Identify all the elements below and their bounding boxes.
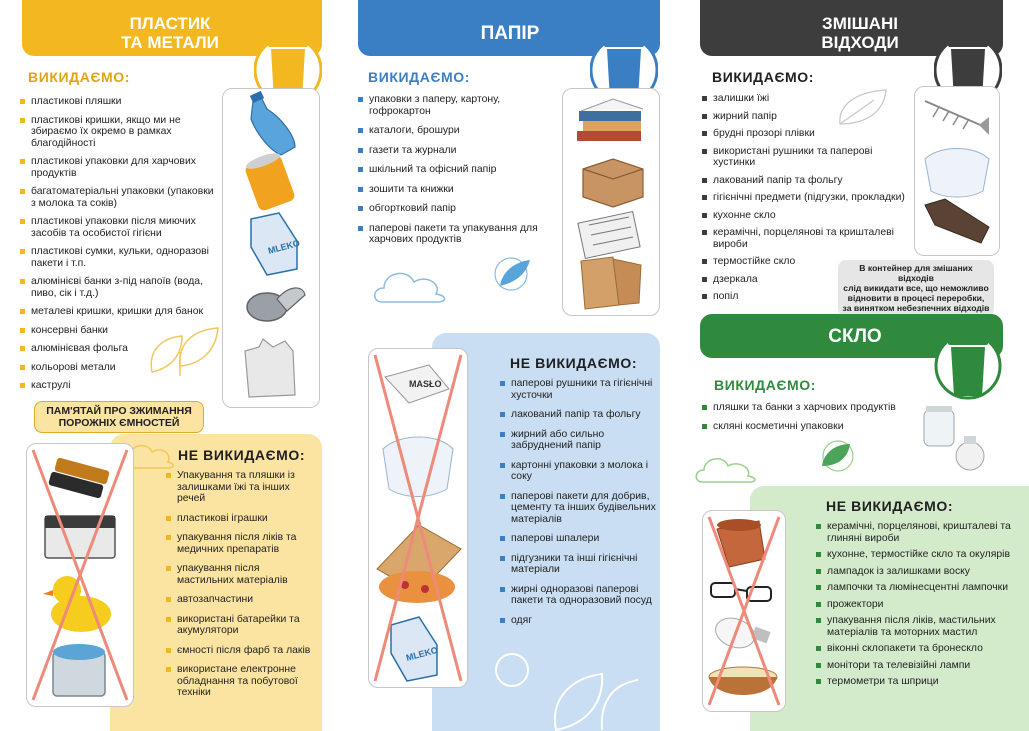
glass-title: СКЛО xyxy=(828,326,882,347)
lid-icon xyxy=(247,288,305,321)
leaf-icon xyxy=(834,84,894,128)
paper-section xyxy=(340,0,670,731)
list-item: лакований папір та фольгу xyxy=(500,409,660,421)
perfume-bottle-icon xyxy=(956,436,984,470)
list-item: багатоматеріальні упаковки (упаковки з молока та соків) xyxy=(20,186,220,209)
list-item: кухонне, термостійке скло та окулярів xyxy=(816,549,1021,561)
milk-carton-icon xyxy=(251,213,301,275)
svg-text:MASŁO: MASŁO xyxy=(409,379,442,389)
battery-icon xyxy=(48,457,110,498)
svg-text:MLEKO: MLEKO xyxy=(266,237,301,256)
cloud-icon xyxy=(692,450,762,486)
list-item: пластикові кришки, якщо ми не збираємо їх окремо в рамках благодійності xyxy=(20,115,220,150)
cloud-icon xyxy=(370,262,454,306)
car-battery-icon xyxy=(45,516,115,558)
bag-icon xyxy=(245,339,295,397)
glass-accept-heading: ВИКИДАЄМО: xyxy=(714,377,817,393)
list-item: упаковки з паперу, картону, гофрокартон xyxy=(358,94,538,117)
list-item: лакований папір та фольгу xyxy=(702,175,917,187)
list-item: жирні одноразові паперові пакети та одноразовий посуд xyxy=(500,584,660,607)
paint-can-icon xyxy=(53,644,105,696)
list-item: прожектори xyxy=(816,599,1021,611)
mixed-accept-heading: ВИКИДАЄМО: xyxy=(712,69,815,85)
paper-reject-list xyxy=(500,378,660,634)
plastic-accept-images xyxy=(222,88,320,408)
fish-bone-icon xyxy=(925,101,989,135)
list-item: кольорові метали xyxy=(20,362,220,374)
leaf-icon xyxy=(490,648,640,731)
diaper-icon xyxy=(925,149,989,198)
list-item: жирний або сильно забруднений папір xyxy=(500,429,660,452)
glass-reject-images xyxy=(702,510,786,712)
list-item: лампочки та люмінесцентні лампочки xyxy=(816,582,1021,594)
list-item: кухонне скло xyxy=(702,210,917,222)
towel-icon xyxy=(385,365,449,403)
list-item: використані батарейки та акумулятори xyxy=(166,614,316,637)
list-item: каталоги, брошури xyxy=(358,125,538,137)
list-item: алюмінієвая фольга xyxy=(20,343,220,355)
pizza-box-icon xyxy=(377,525,461,603)
list-item: паперові шпалери xyxy=(500,533,660,545)
newspaper-icon xyxy=(578,212,640,259)
plastic-reject-list xyxy=(166,470,316,707)
list-item: газети та журнали xyxy=(358,145,538,157)
list-item: використані рушники та паперові хустинки xyxy=(702,146,917,169)
list-item: автозапчастини xyxy=(166,594,316,606)
plastic-reject-images xyxy=(26,443,134,707)
list-item: каструлі xyxy=(20,380,220,392)
list-item: підгузники та інші гігієнічні матеріали xyxy=(500,553,660,576)
list-item: пластикові сумки, кульки, одноразові пакети і т.п. xyxy=(20,246,220,269)
list-item: картонні упаковки з молока і соку xyxy=(500,460,660,483)
list-item: термометри та шприци xyxy=(816,676,1021,688)
list-item: алюмінієві банки з-під напоїв (вода, пиво, сік і т.д.) xyxy=(20,276,220,299)
svg-text:MLEKO: MLEKO xyxy=(404,644,439,663)
list-item: металеві кришки, кришки для банок xyxy=(20,306,220,318)
diaper-icon xyxy=(383,437,453,497)
list-item: шкільний та офісний папір xyxy=(358,164,538,176)
list-item: пластикові пляшки xyxy=(20,96,220,108)
mixed-accept-images xyxy=(914,86,1000,256)
leaf-icon xyxy=(814,436,862,476)
list-item: упакування після мастильних матеріалів xyxy=(166,563,316,586)
list-item: дзеркала xyxy=(702,274,917,286)
list-item: залишки їжі xyxy=(702,93,917,105)
mixed-title: ЗМІШАНІ ВІДХОДИ xyxy=(821,14,899,52)
list-item: консервні банки xyxy=(20,325,220,337)
list-item: керамічні, порцелянові, кришталеві та глиняні вироби xyxy=(816,521,1021,544)
list-item: паперові пакети та упакування для харчових продуктів xyxy=(358,223,538,246)
mixed-note: В контейнер для змішаних відходів слід викидати все, що неможливо відновити в процесі переробки, за винятком небезпечних відходів xyxy=(838,260,994,316)
jar-icon xyxy=(920,402,1000,474)
list-item: монітори та телевізійні лампи xyxy=(816,660,1021,672)
plastic-accept-heading: ВИКИДАЄМО: xyxy=(28,69,131,85)
paper-accept-list xyxy=(358,94,538,254)
paper-title: ПАПІР xyxy=(480,23,540,44)
list-item: паперові пакети для добрив, цементу та інших будівельних матеріалів xyxy=(500,491,660,526)
broken-bottle-icon xyxy=(925,199,989,243)
list-item: зошити та книжки xyxy=(358,184,538,196)
list-item: упакування після ліків та медичних препаратів xyxy=(166,532,316,555)
paper-reject-heading: НЕ ВИКИДАЄМО: xyxy=(510,355,638,371)
glasses-icon xyxy=(711,583,771,601)
glass-accept-list xyxy=(702,402,927,439)
list-item: пляшки та банки з харчових продуктів xyxy=(702,402,927,414)
list-item: скляні косметичні упаковки xyxy=(702,421,927,433)
can-icon xyxy=(244,150,296,212)
list-item: Упакування та пляшки із залишками їжі та інших речей xyxy=(166,470,316,505)
plastic-reject-heading: НЕ ВИКИДАЄМО: xyxy=(178,447,306,463)
paper-accept-heading: ВИКИДАЄМО: xyxy=(368,69,471,85)
leaf-icon xyxy=(142,322,222,378)
list-item: ємності після фарб та лаків xyxy=(166,645,316,657)
list-item: віконні склопакети та бронескло xyxy=(816,643,1021,655)
paper-bag-icon xyxy=(581,257,641,309)
bin-icon xyxy=(934,322,1002,402)
plastic-title: ПЛАСТИК ТА МЕТАЛИ xyxy=(121,14,219,52)
list-item: пластикові іграшки xyxy=(166,513,316,525)
list-item: використане електронне обладнання та побутової техніки xyxy=(166,664,316,699)
glass-reject-heading: НЕ ВИКИДАЄМО: xyxy=(826,498,954,514)
squeeze-note: ПАМ'ЯТАЙ ПРО ЗЖИМАННЯ ПОРОЖНІХ ЄМНОСТЕЙ xyxy=(34,401,204,433)
list-item: попіл xyxy=(702,291,917,303)
plastic-metal-section xyxy=(0,0,330,731)
list-item: керамічні, порцелянові та кришталеві вироби xyxy=(702,227,917,250)
list-item: обгортковий папір xyxy=(358,203,538,215)
list-item: лампадок із залишками воску xyxy=(816,566,1021,578)
mixed-glass-section xyxy=(690,0,1029,731)
list-item: пластикові упаковки після миючих засобів та особистої гігієни xyxy=(20,216,220,239)
list-item: паперові рушники та гігієнічні хусточки xyxy=(500,378,660,401)
paper-reject-images xyxy=(368,348,468,688)
list-item: пластикові упаковки для харчових продуктів xyxy=(20,156,220,179)
leaf-icon xyxy=(486,252,536,292)
list-item: термостійке скло xyxy=(702,256,917,268)
list-item: одяг xyxy=(500,615,660,627)
glass-reject-list xyxy=(816,521,1021,693)
list-item: гігієнічні предмети (підгузки, прокладки) xyxy=(702,192,917,204)
list-item: жирний папір xyxy=(702,111,917,123)
list-item: упакування після ліків, мастильних матеріалів та моторних мастил xyxy=(816,615,1021,638)
books-icon xyxy=(577,99,643,141)
list-item: брудні прозорі плівки xyxy=(702,128,917,140)
paper-accept-images xyxy=(562,88,660,316)
milk-carton-icon xyxy=(391,617,439,681)
box-icon xyxy=(583,159,643,207)
bottle-icon xyxy=(250,91,295,155)
